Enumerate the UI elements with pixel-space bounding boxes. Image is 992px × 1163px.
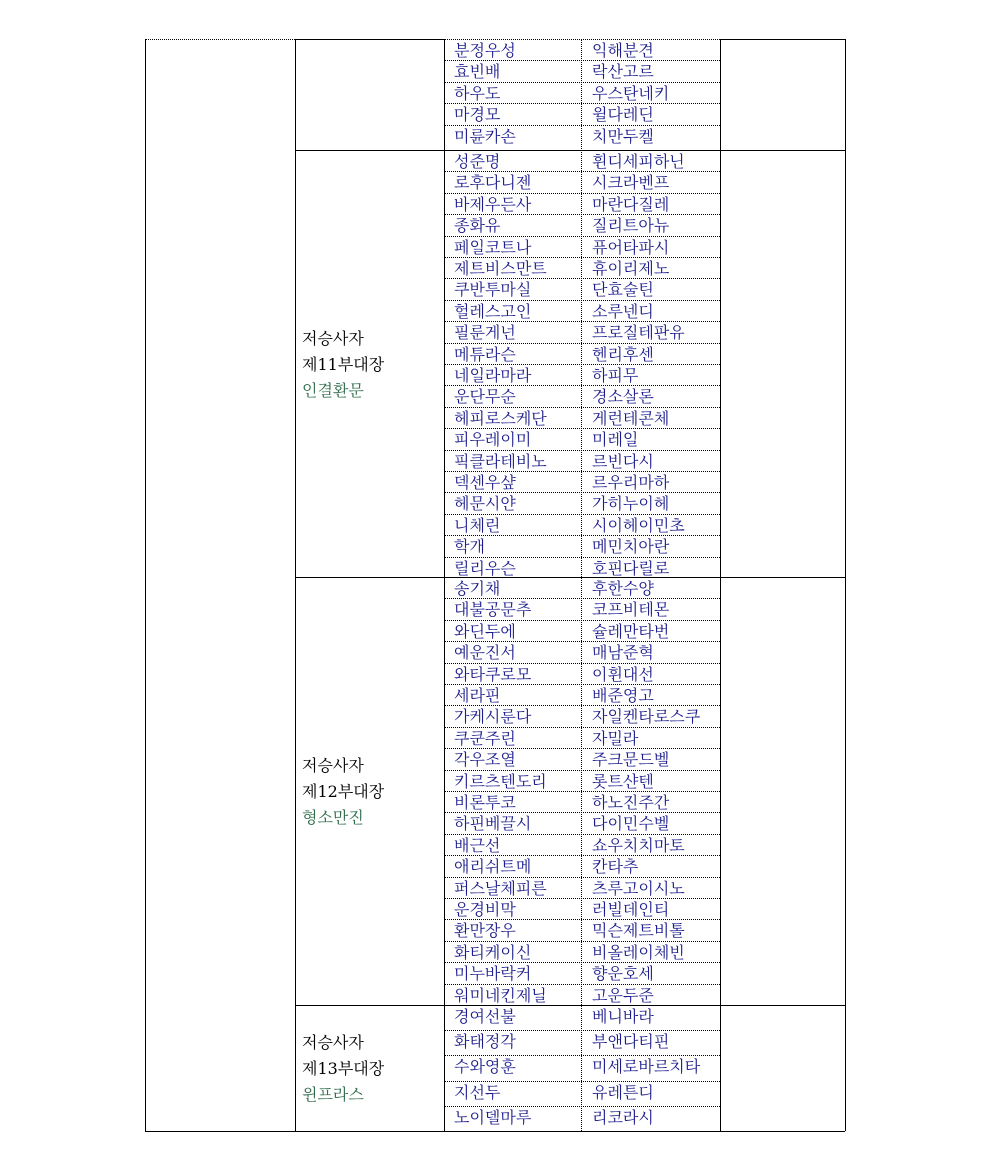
name-cell: 치만두켈 [592,126,654,146]
group-separator [295,1005,845,1006]
name-cell: 배근선 [454,835,501,855]
name-cell: 노이델마루 [454,1107,532,1127]
name-cell: 지선두 [454,1082,501,1102]
name-cell: 메튜라슨 [454,344,516,364]
name-cell: 윌다레딘 [592,105,654,125]
name-cell: 하우도 [454,83,501,103]
name-cell: 대불공문추 [454,600,532,620]
name-cell: 자밀라 [592,728,639,748]
col-line-5 [845,39,846,1131]
name-cell: 덱센우샾 [454,473,516,492]
name-cell: 우스탄네키 [592,83,670,103]
row-separator [444,321,720,322]
name-cell: 호핀다릴로 [592,558,670,578]
name-cell: 퓨어타파시 [592,237,670,257]
col-line-2 [444,39,445,1131]
name-cell: 와딘두에 [454,621,516,641]
row-separator [444,343,720,344]
row-separator [444,171,720,172]
col-line-3 [581,39,582,1131]
row-separator [444,471,720,472]
row-separator [444,770,720,771]
row-separator [444,984,720,985]
name-cell: 필룬게넌 [454,323,516,343]
name-cell: 니체린 [454,515,501,535]
row-separator [444,492,720,493]
name-cell: 성준명 [454,152,501,171]
name-cell: 피우레이미 [454,430,532,450]
row-separator [444,898,720,899]
name-cell: 매남준혁 [592,643,654,663]
name-cell: 향운호세 [592,964,654,984]
name-cell: 휴이리제노 [592,259,670,278]
name-cell: 애리쉬트메 [454,857,532,877]
name-cell: 르빈다시 [592,451,654,471]
row-separator [444,385,720,386]
name-cell: 페일코트나 [454,237,532,257]
row-separator [444,82,720,83]
name-cell: 바제우든사 [454,194,532,214]
row-separator [444,748,720,749]
name-cell: 슐레만타번 [592,621,670,641]
name-cell: 츠루고이시노 [592,878,685,898]
row-separator [444,684,720,685]
name-cell: 운단무순 [454,387,516,407]
name-cell: 수와영훈 [454,1057,516,1077]
name-cell: 경여선불 [454,1007,516,1026]
top-border [295,39,444,40]
row-separator [444,514,720,515]
name-cell: 칸타추 [592,857,639,877]
row-separator [444,364,720,365]
row-separator [444,300,720,301]
label-rank: 제11부대장 [302,354,385,374]
name-cell: 학개 [454,537,485,557]
name-cell: 배준영고 [592,686,654,705]
name-cell: 송기채 [454,579,501,598]
unit-label [302,753,384,831]
name-cell: 워미네킨제닐 [454,985,547,1005]
name-cell: 익해분견 [592,41,654,60]
row-separator [444,1055,720,1056]
name-cell: 헤피로스케단 [454,408,547,428]
bottom-border [145,1131,845,1132]
row-separator [444,941,720,942]
name-cell: 마란다질레 [592,194,670,214]
name-cell: 메민치아란 [592,537,670,557]
row-separator [444,727,720,728]
name-cell: 쿠반투마실 [454,280,532,300]
top-right-border [720,39,845,40]
name-cell: 게런테콘체 [592,408,670,428]
row-separator [444,257,720,258]
name-cell: 하노진주간 [592,793,670,812]
unit-label [302,1030,384,1108]
label-commander: 윈프라스 [302,1085,364,1104]
name-cell: 네일라마라 [454,366,532,385]
row-separator [444,60,720,61]
name-cell: 마경모 [454,105,501,125]
row-separator [444,193,720,194]
row-separator [444,407,720,408]
label-commander: 형소만진 [302,808,364,827]
name-cell: 헨리후센 [592,344,654,364]
row-separator [444,557,720,558]
name-cell: 자일켄타로스쿠 [592,707,701,727]
name-cell: 예운진서 [454,643,516,663]
row-separator [444,812,720,813]
name-cell: 미레일 [592,430,639,450]
label-rank: 제12부대장 [302,782,385,801]
name-cell: 효빈배 [454,62,501,82]
name-cell: 하피무 [592,366,639,385]
name-cell: 시이헤이민초 [592,515,685,535]
name-cell: 르우리마하 [592,473,670,492]
name-cell: 비올레이체빈 [592,942,685,962]
label-rank: 제13부대장 [302,1059,385,1078]
row-separator [444,236,720,237]
name-cell: 가케시룬다 [454,707,532,727]
name-cell: 비론투코 [454,793,516,812]
name-cell: 리코라시 [592,1107,654,1127]
row-separator [444,791,720,792]
name-cell: 헤문시얀 [454,494,516,514]
name-cell: 휜디세피하닌 [592,152,685,171]
name-cell: 미륜카손 [454,126,516,146]
label-title: 저승사자 [302,1033,364,1052]
col-line-1 [295,39,296,1131]
row-separator [444,214,720,215]
document-table [145,39,845,1131]
name-cell: 코프비테몬 [592,600,670,620]
name-cell: 키르츠텐도리 [454,771,547,791]
name-cell: 릴리우슨 [454,558,516,578]
name-cell: 로후다니젠 [454,173,532,193]
row-separator [444,620,720,621]
group-separator [295,150,845,151]
name-cell: 소루넨디 [592,301,654,321]
name-cell: 각우조열 [454,750,516,770]
name-cell: 베니바라 [592,1007,654,1026]
row-separator [444,598,720,599]
name-cell: 환만장우 [454,921,516,941]
name-cell: 헐레스고인 [454,301,532,321]
row-separator [444,919,720,920]
name-cell: 단효술틴 [592,280,654,300]
row-separator [444,705,720,706]
name-cell: 락산고르 [592,62,654,82]
name-cell: 롯트샨텐 [592,771,654,791]
label-commander: 인결환문 [302,380,364,400]
name-cell: 프로질테판유 [592,323,685,343]
name-cell: 질리트아뉴 [592,216,670,236]
row-separator [444,877,720,878]
row-separator [444,1030,720,1031]
name-cell: 러빌데인티 [592,900,670,919]
name-cell: 퍼스날체피른 [454,878,547,898]
name-cell: 고운두준 [592,985,654,1005]
label-title: 저승사자 [302,756,364,775]
name-cell: 운경비막 [454,900,516,919]
row-separator [444,103,720,104]
name-cell: 다이민수벨 [592,814,670,834]
group-separator [295,577,845,578]
name-cell: 유레튼디 [592,1082,654,1102]
row-separator [444,450,720,451]
top-left-dotted-border [145,39,295,40]
name-cell: 하핀베끌시 [454,814,532,834]
name-cell: 미세로바르치타 [592,1057,701,1077]
name-cell: 분정우성 [454,41,516,60]
name-cell: 가히누이헤 [592,494,670,514]
name-cell: 경소살론 [592,387,654,407]
row-separator [444,125,720,126]
unit-label [302,326,384,404]
row-separator [444,855,720,856]
name-cell: 와타쿠로모 [454,664,532,684]
name-cell: 시크라벤프 [592,173,670,193]
name-cell: 주크문드벨 [592,750,670,770]
name-cell: 쇼우치치마토 [592,835,685,855]
name-cell: 제트비스만트 [454,259,547,278]
row-separator [444,962,720,963]
name-cell: 미누바락커 [454,964,532,984]
name-cell: 후한수양 [592,579,654,598]
name-cell: 화태정각 [454,1032,516,1052]
col-line-4 [720,39,721,1131]
col-line-0 [145,39,146,1131]
row-separator [444,278,720,279]
row-separator [444,663,720,664]
name-cell: 종화유 [454,216,501,236]
name-cell: 이휜대선 [592,664,654,684]
name-cell: 쿠쿤주린 [454,728,516,748]
name-cell: 화티케이신 [454,942,532,962]
row-separator [444,428,720,429]
row-separator [444,641,720,642]
name-cell: 세라핀 [454,686,501,705]
row-separator [444,535,720,536]
name-cell: 픽클라테비노 [454,451,547,471]
name-cell: 믹슨제트비톨 [592,921,685,941]
row-separator [444,1106,720,1107]
row-separator [444,1081,720,1082]
name-cell: 부앤다티핀 [592,1032,670,1052]
label-title: 저승사자 [302,328,364,348]
row-separator [444,834,720,835]
